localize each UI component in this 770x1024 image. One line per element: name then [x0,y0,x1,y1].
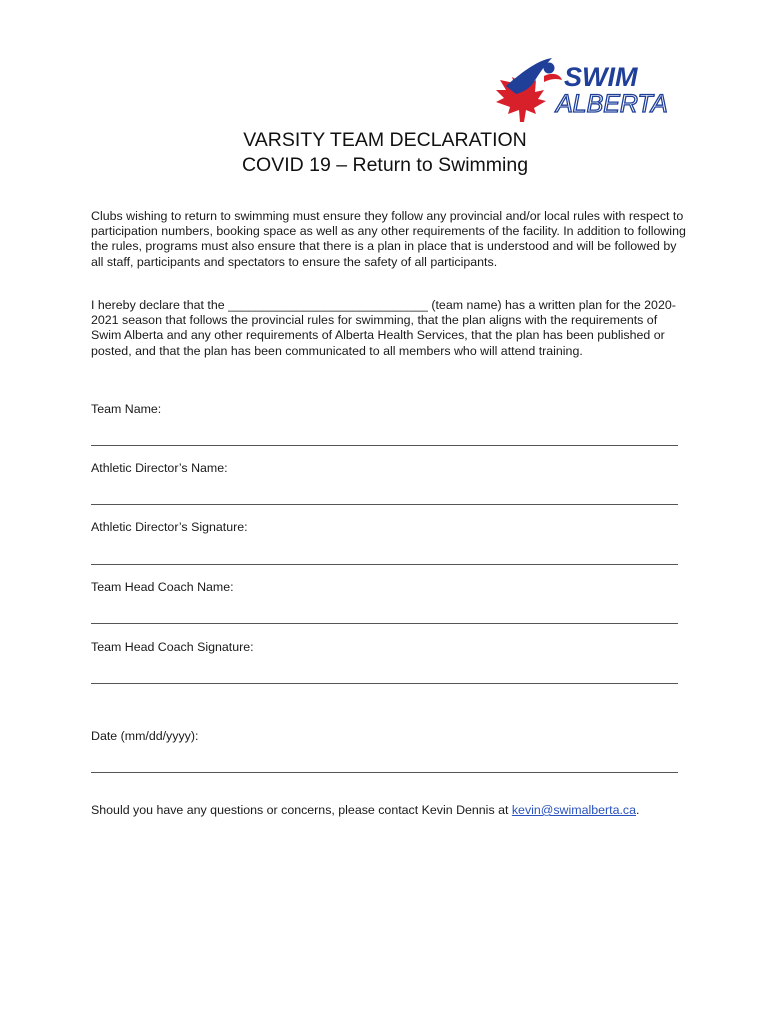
head-coach-name-label: Team Head Coach Name: [91,580,234,594]
athletic-director-name-line[interactable] [91,504,678,505]
declaration-paragraph: I hereby declare that the _____________________________ (team name) has a written plan for the 2020-2021 season that follows the provincial rules for swimming, that the plan aligns with the requirements of Swim Alberta and any other requirements of Alberta Health Services, that the plan has been published or posted, and that the plan has been communicated to all members who will attend training. [91,298,676,358]
athletic-director-name-label: Athletic Director’s Name: [91,461,228,475]
title-line-2: COVID 19 – Return to Swimming [241,154,529,176]
athletic-director-signature-label: Athletic Director’s Signature: [91,520,248,534]
contact-end: . [636,803,640,817]
contact-sentence [91,803,639,818]
head-coach-name-line[interactable] [91,623,678,624]
svg-text:SWIM: SWIM [564,62,638,92]
swim-alberta-logo [486,52,668,122]
team-name-label: Team Name: [91,402,162,416]
team-name-line[interactable] [91,445,678,446]
date-label: Date (mm/dd/yyyy): [91,729,199,743]
svg-text:ALBERTA: ALBERTA [556,90,668,118]
head-coach-signature-line[interactable] [91,683,678,684]
intro-paragraph: Clubs wishing to return to swimming must ensure they follow any provincial and/or local rules with respect to participation numbers, booking space as well as any other requirements of the facility. In addition to following the rules, programs must also ensure that there is a plan in place that is understood and will be followed by all staff, participants and spectators to ensure the safety of all participants. [91,209,686,269]
date-line[interactable] [91,772,678,773]
athletic-director-signature-line[interactable] [91,564,678,565]
title-line-1: VARSITY TEAM DECLARATION [243,129,527,151]
contact-text: Should you have any questions or concerns, please contact Kevin Dennis at [91,803,512,817]
contact-email-link[interactable]: kevin@swimalberta.ca [511,803,636,817]
head-coach-signature-label: Team Head Coach Signature: [91,640,254,654]
document-title [0,128,770,178]
